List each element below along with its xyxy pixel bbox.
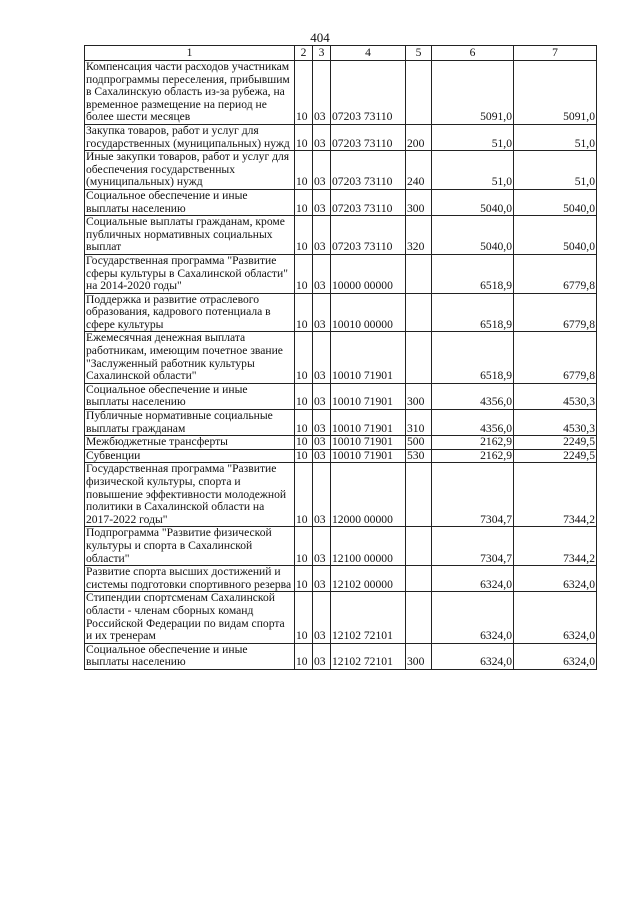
section-cell: 10 <box>295 254 313 293</box>
row-name-cell: Подпрограмма "Развитие физической культуры и спорта в Сахалинской области" <box>85 527 295 566</box>
section-cell: 10 <box>295 463 313 527</box>
amount-year1-cell: 51,0 <box>432 124 514 150</box>
row-name-cell: Межбюджетные трансферты <box>85 436 295 450</box>
amount-year1-cell: 6518,9 <box>432 254 514 293</box>
target-article-cell: 10000 00000 <box>331 254 406 293</box>
row-name-cell: Стипендии спортсменам Сахалинской области - членам сборных команд Российской Федерации по видам спорта и их тренерам <box>85 592 295 643</box>
row-name-cell: Социальное обеспечение и иные выплаты населению <box>85 383 295 409</box>
subsection-cell: 03 <box>313 527 331 566</box>
page-number: 404 <box>310 30 330 45</box>
amount-year2-cell: 6779,8 <box>514 293 597 332</box>
row-name-cell: Поддержка и развитие отраслевого образования, кадрового потенциала в сфере культуры <box>85 293 295 332</box>
amount-year1-cell: 6518,9 <box>432 332 514 383</box>
column-header: 7 <box>514 46 597 61</box>
subsection-cell: 03 <box>313 383 331 409</box>
expense-type-cell <box>406 592 432 643</box>
amount-year2-cell: 6779,8 <box>514 254 597 293</box>
amount-year1-cell: 6324,0 <box>432 592 514 643</box>
table-row <box>85 189 597 215</box>
expense-type-cell <box>406 61 432 125</box>
target-article-cell: 12102 72101 <box>331 592 406 643</box>
row-name-cell: Публичные нормативные социальные выплаты гражданам <box>85 410 295 436</box>
amount-year1-cell: 7304,7 <box>432 463 514 527</box>
target-article-cell: 10010 71901 <box>331 449 406 463</box>
section-cell: 10 <box>295 151 313 190</box>
amount-year2-cell: 4530,3 <box>514 410 597 436</box>
table-row <box>85 410 597 436</box>
expense-type-cell <box>406 332 432 383</box>
subsection-cell: 03 <box>313 151 331 190</box>
section-cell: 10 <box>295 383 313 409</box>
subsection-cell: 03 <box>313 61 331 125</box>
table-row <box>85 61 597 125</box>
target-article-cell: 12102 00000 <box>331 566 406 592</box>
section-cell: 10 <box>295 293 313 332</box>
subsection-cell: 03 <box>313 254 331 293</box>
section-cell: 10 <box>295 566 313 592</box>
subsection-cell: 03 <box>313 566 331 592</box>
expense-type-cell: 200 <box>406 124 432 150</box>
column-header: 4 <box>331 46 406 61</box>
table-row <box>85 566 597 592</box>
target-article-cell: 07203 73110 <box>331 151 406 190</box>
subsection-cell: 03 <box>313 449 331 463</box>
column-header: 6 <box>432 46 514 61</box>
amount-year2-cell: 6324,0 <box>514 643 597 669</box>
row-name-cell: Компенсация части расходов участникам подпрограммы переселения, прибывшим в Сахалинскую область из-за рубежа, на временное размещение на период не более шести месяцев <box>85 61 295 125</box>
target-article-cell: 10010 71901 <box>331 410 406 436</box>
section-cell: 10 <box>295 61 313 125</box>
section-cell: 10 <box>295 410 313 436</box>
amount-year1-cell: 5091,0 <box>432 61 514 125</box>
table-row <box>85 332 597 383</box>
target-article-cell: 10010 71901 <box>331 332 406 383</box>
target-article-cell: 07203 73110 <box>331 216 406 255</box>
header-row <box>85 46 597 61</box>
section-cell: 10 <box>295 527 313 566</box>
table-row <box>85 449 597 463</box>
column-header: 3 <box>313 46 331 61</box>
target-article-cell: 10010 00000 <box>331 293 406 332</box>
amount-year2-cell: 6324,0 <box>514 566 597 592</box>
section-cell: 10 <box>295 216 313 255</box>
amount-year2-cell: 6324,0 <box>514 592 597 643</box>
amount-year1-cell: 6518,9 <box>432 293 514 332</box>
amount-year2-cell: 5091,0 <box>514 61 597 125</box>
expense-type-cell: 320 <box>406 216 432 255</box>
table-row <box>85 293 597 332</box>
section-cell: 10 <box>295 449 313 463</box>
section-cell: 10 <box>295 189 313 215</box>
expense-type-cell: 300 <box>406 383 432 409</box>
amount-year2-cell: 4530,3 <box>514 383 597 409</box>
table-row <box>85 643 597 669</box>
target-article-cell: 12100 00000 <box>331 527 406 566</box>
table-row <box>85 463 597 527</box>
amount-year2-cell: 6779,8 <box>514 332 597 383</box>
budget-table <box>84 45 597 670</box>
amount-year1-cell: 4356,0 <box>432 410 514 436</box>
subsection-cell: 03 <box>313 216 331 255</box>
table-row <box>85 436 597 450</box>
subsection-cell: 03 <box>313 124 331 150</box>
expense-type-cell <box>406 293 432 332</box>
table-row <box>85 151 597 190</box>
expense-type-cell <box>406 527 432 566</box>
amount-year1-cell: 6324,0 <box>432 643 514 669</box>
target-article-cell: 10010 71901 <box>331 383 406 409</box>
target-article-cell: 12000 00000 <box>331 463 406 527</box>
amount-year2-cell: 2249,5 <box>514 449 597 463</box>
row-name-cell: Социальное обеспечение и иные выплаты населению <box>85 643 295 669</box>
column-header: 1 <box>85 46 295 61</box>
expense-type-cell: 300 <box>406 643 432 669</box>
amount-year2-cell: 5040,0 <box>514 189 597 215</box>
subsection-cell: 03 <box>313 436 331 450</box>
subsection-cell: 03 <box>313 293 331 332</box>
table-row <box>85 254 597 293</box>
amount-year2-cell: 51,0 <box>514 124 597 150</box>
amount-year1-cell: 5040,0 <box>432 216 514 255</box>
expense-type-cell: 530 <box>406 449 432 463</box>
row-name-cell: Социальное обеспечение и иные выплаты населению <box>85 189 295 215</box>
expense-type-cell <box>406 463 432 527</box>
section-cell: 10 <box>295 643 313 669</box>
amount-year1-cell: 2162,9 <box>432 449 514 463</box>
table-row <box>85 124 597 150</box>
expense-type-cell <box>406 566 432 592</box>
amount-year2-cell: 7344,2 <box>514 463 597 527</box>
table-row <box>85 216 597 255</box>
column-header: 5 <box>406 46 432 61</box>
row-name-cell: Государственная программа "Развитие физической культуры, спорта и повышение эффективности молодежной политики в Сахалинской области на 2017-2022 годы" <box>85 463 295 527</box>
amount-year1-cell: 5040,0 <box>432 189 514 215</box>
amount-year1-cell: 7304,7 <box>432 527 514 566</box>
amount-year2-cell: 51,0 <box>514 151 597 190</box>
expense-type-cell: 300 <box>406 189 432 215</box>
amount-year1-cell: 2162,9 <box>432 436 514 450</box>
amount-year2-cell: 5040,0 <box>514 216 597 255</box>
amount-year2-cell: 7344,2 <box>514 527 597 566</box>
target-article-cell: 12102 72101 <box>331 643 406 669</box>
amount-year1-cell: 4356,0 <box>432 383 514 409</box>
target-article-cell: 07203 73110 <box>331 124 406 150</box>
expense-type-cell: 310 <box>406 410 432 436</box>
amount-year2-cell: 2249,5 <box>514 436 597 450</box>
target-article-cell: 07203 73110 <box>331 61 406 125</box>
table-row <box>85 383 597 409</box>
row-name-cell: Социальные выплаты гражданам, кроме публичных нормативных социальных выплат <box>85 216 295 255</box>
expense-type-cell: 500 <box>406 436 432 450</box>
row-name-cell: Развитие спорта высших достижений и системы подготовки спортивного резерва <box>85 566 295 592</box>
section-cell: 10 <box>295 592 313 643</box>
amount-year1-cell: 51,0 <box>432 151 514 190</box>
row-name-cell: Государственная программа "Развитие сферы культуры в Сахалинской области" на 2014-2020 годы" <box>85 254 295 293</box>
row-name-cell: Закупка товаров, работ и услуг для государственных (муниципальных) нужд <box>85 124 295 150</box>
subsection-cell: 03 <box>313 410 331 436</box>
subsection-cell: 03 <box>313 189 331 215</box>
subsection-cell: 03 <box>313 643 331 669</box>
row-name-cell: Ежемесячная денежная выплата работникам, имеющим почетное звание "Заслуженный работник культуры Сахалинской области" <box>85 332 295 383</box>
subsection-cell: 03 <box>313 463 331 527</box>
target-article-cell: 10010 71901 <box>331 436 406 450</box>
section-cell: 10 <box>295 124 313 150</box>
table-row <box>85 592 597 643</box>
section-cell: 10 <box>295 436 313 450</box>
table-row <box>85 527 597 566</box>
row-name-cell: Субвенции <box>85 449 295 463</box>
row-name-cell: Иные закупки товаров, работ и услуг для обеспечения государственных (муниципальных) нужд <box>85 151 295 190</box>
expense-type-cell <box>406 254 432 293</box>
column-header: 2 <box>295 46 313 61</box>
subsection-cell: 03 <box>313 332 331 383</box>
target-article-cell: 07203 73110 <box>331 189 406 215</box>
amount-year1-cell: 6324,0 <box>432 566 514 592</box>
expense-type-cell: 240 <box>406 151 432 190</box>
section-cell: 10 <box>295 332 313 383</box>
subsection-cell: 03 <box>313 592 331 643</box>
